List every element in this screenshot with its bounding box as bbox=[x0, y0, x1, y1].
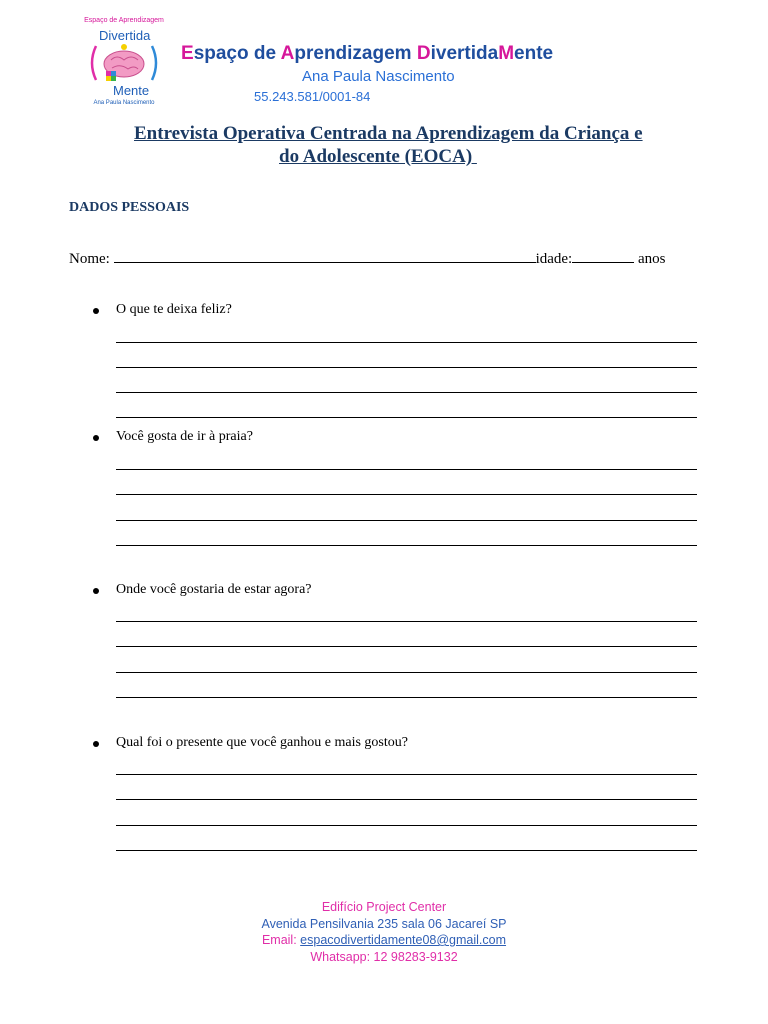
bullet-icon bbox=[93, 435, 99, 441]
logo-bottom-text: Ana Paula Nascimento bbox=[93, 100, 155, 106]
answer-line[interactable] bbox=[116, 494, 697, 495]
age-unit: anos bbox=[637, 251, 666, 267]
brand-title: Espaço de Aprendizagem DivertidaMente bbox=[181, 43, 554, 64]
answer-line[interactable] bbox=[116, 825, 697, 826]
answer-line[interactable] bbox=[116, 799, 697, 800]
bullet-icon bbox=[93, 308, 99, 314]
logo-word-divertida: Divertida bbox=[99, 28, 151, 43]
section-title: DADOS PESSOAIS bbox=[69, 200, 190, 215]
answer-line[interactable] bbox=[116, 545, 697, 546]
cnpj-number: 55.243.581/0001-84 bbox=[254, 89, 371, 104]
document-title-line-1: Entrevista Operativa Centrada na Aprendizagem da Criança e bbox=[134, 123, 643, 144]
question-text: Onde você gostaria de estar agora? bbox=[116, 582, 312, 597]
answer-line[interactable] bbox=[116, 342, 697, 343]
question-text: O que te deixa feliz? bbox=[116, 302, 232, 317]
answer-line[interactable] bbox=[116, 672, 697, 673]
answer-line[interactable] bbox=[116, 697, 697, 698]
answer-line[interactable] bbox=[116, 621, 697, 622]
age-label: idade: bbox=[535, 251, 573, 267]
answer-line[interactable] bbox=[116, 850, 697, 851]
name-age-row bbox=[69, 250, 665, 268]
footer-address: Avenida Pensilvania 235 sala 06 Jacareí SP bbox=[261, 916, 507, 931]
footer-email-row bbox=[0, 932, 768, 949]
age-input-line[interactable] bbox=[572, 250, 634, 263]
name-input-line[interactable] bbox=[114, 250, 536, 263]
answer-line[interactable] bbox=[116, 392, 697, 393]
owner-name: Ana Paula Nascimento bbox=[302, 68, 455, 85]
document-title-line-2: do Adolescente (EOCA) bbox=[279, 146, 477, 167]
answer-line[interactable] bbox=[116, 367, 697, 368]
answer-line[interactable] bbox=[116, 520, 697, 521]
answer-line[interactable] bbox=[116, 774, 697, 775]
email-link[interactable]: espacodivertidamente08@gmail.com bbox=[300, 933, 507, 947]
bullet-icon bbox=[93, 741, 99, 747]
question-text: Qual foi o presente que você ganhou e mais gostou? bbox=[116, 735, 408, 750]
footer-email-label: Email: bbox=[261, 933, 297, 947]
answer-line[interactable] bbox=[116, 646, 697, 647]
answer-line[interactable] bbox=[116, 469, 697, 470]
brain-icon bbox=[84, 42, 164, 84]
logo bbox=[76, 14, 172, 110]
footer-building: Edifício Project Center bbox=[321, 900, 447, 914]
question-text: Você gosta de ir à praia? bbox=[116, 429, 253, 444]
name-label: Nome: bbox=[69, 251, 110, 267]
answer-line[interactable] bbox=[116, 417, 697, 418]
bullet-icon bbox=[93, 588, 99, 594]
logo-word-mente: Mente bbox=[113, 83, 150, 98]
footer bbox=[0, 899, 768, 965]
logo-top-text: Espaço de Aprendizagem bbox=[84, 17, 164, 24]
footer-whatsapp: Whatsapp: 12 98283-9132 bbox=[310, 949, 458, 964]
